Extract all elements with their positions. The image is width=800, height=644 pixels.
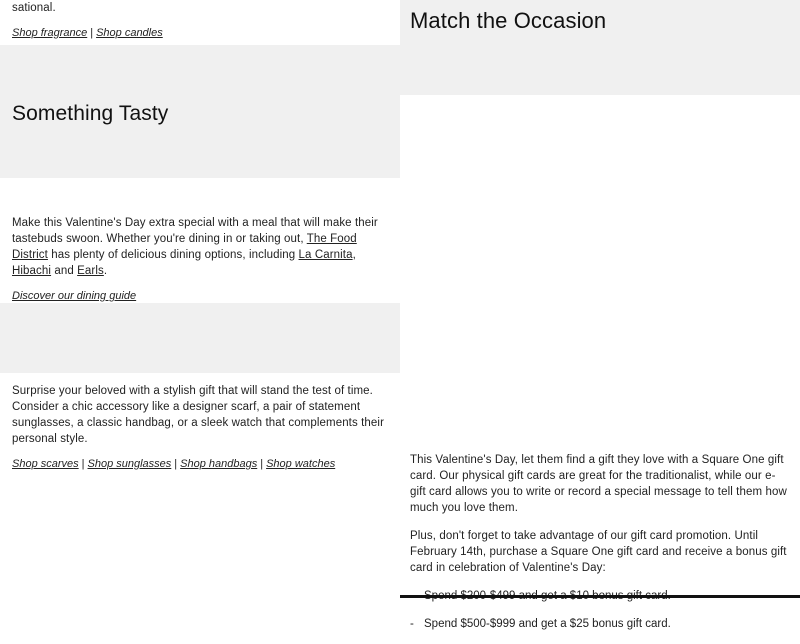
list-item [410, 616, 790, 632]
tasty-sep-2: and [51, 265, 78, 277]
link-shop-scarves[interactable]: Shop scarves [12, 458, 79, 470]
link-separator: | [90, 27, 94, 39]
tasty-sep-3: . [103, 265, 108, 277]
giftcard-section [400, 452, 800, 644]
tasty-text-2: has plenty of delicious dining options, including [47, 249, 299, 261]
left-column [0, 0, 400, 600]
section-heading-match-the-occasion: Match the Occasion [410, 8, 607, 33]
list-item-text: Spend $500-$999 and get a $25 bonus gift card. [424, 618, 671, 630]
link-separator: | [260, 458, 264, 470]
link-shop-handbags[interactable]: Shop handbags [180, 458, 258, 470]
link-discover-dining-guide[interactable]: Discover our dining guide [12, 290, 137, 302]
link-shop-candles[interactable]: Shop candles [96, 27, 163, 39]
style-links [12, 457, 388, 472]
link-shop-sunglasses[interactable]: Shop sunglasses [87, 458, 172, 470]
fragrance-section [0, 0, 400, 41]
giftcard-paragraph-2: Plus, don't forget to take advantage of our gift card promotion. Until February 14th, purchase a Square One gift card and receive a bonus gift card in celebration of Valentine's Day: [410, 530, 787, 574]
dining-guide-links [12, 289, 388, 304]
bullet-dash: - [410, 618, 414, 630]
style-paragraph: Surprise your beloved with a stylish gift that will stand the test of time. Consider a chic accessory like a designer scarf, a pair of statement sunglasses, a classic handbag, or a sleek watch that complements their personal style. [12, 385, 384, 445]
link-hibachi[interactable]: Hibachi [12, 265, 52, 277]
link-shop-fragrance[interactable]: Shop fragrance [12, 27, 88, 39]
link-separator: | [174, 458, 178, 470]
tasty-heading-wrap [12, 102, 168, 126]
tasty-paragraph [12, 215, 388, 279]
occasion-heading-wrap [410, 8, 606, 34]
link-shop-watches[interactable]: Shop watches [266, 458, 336, 470]
giftcard-paragraph-1: This Valentine's Day, let them find a gift they love with a Square One gift card. Our physical gift cards are great for the traditionalist, while our e-gift card allows you to write or record a special message to tell them how much you love them. [410, 454, 787, 514]
tasty-sep-1: , [352, 249, 356, 261]
link-earls[interactable]: Earls [77, 265, 104, 277]
link-la-carnita[interactable]: La Carnita [298, 249, 353, 261]
right-column [400, 0, 800, 630]
fragrance-paragraph-tail: sational. [12, 2, 56, 14]
link-the-food-district[interactable]: The Food District [12, 233, 357, 261]
style-section [0, 383, 400, 472]
fragrance-links [12, 26, 388, 41]
bottom-divider [400, 595, 800, 598]
link-separator: | [81, 458, 85, 470]
style-image-placeholder [0, 303, 400, 373]
tasty-section [0, 215, 400, 304]
tasty-text-1: Make this Valentine's Day extra special with a meal that will make their tastebuds swoon. Whether you're dining in or taking out, [12, 217, 378, 245]
section-heading-something-tasty: Something Tasty [12, 102, 169, 125]
